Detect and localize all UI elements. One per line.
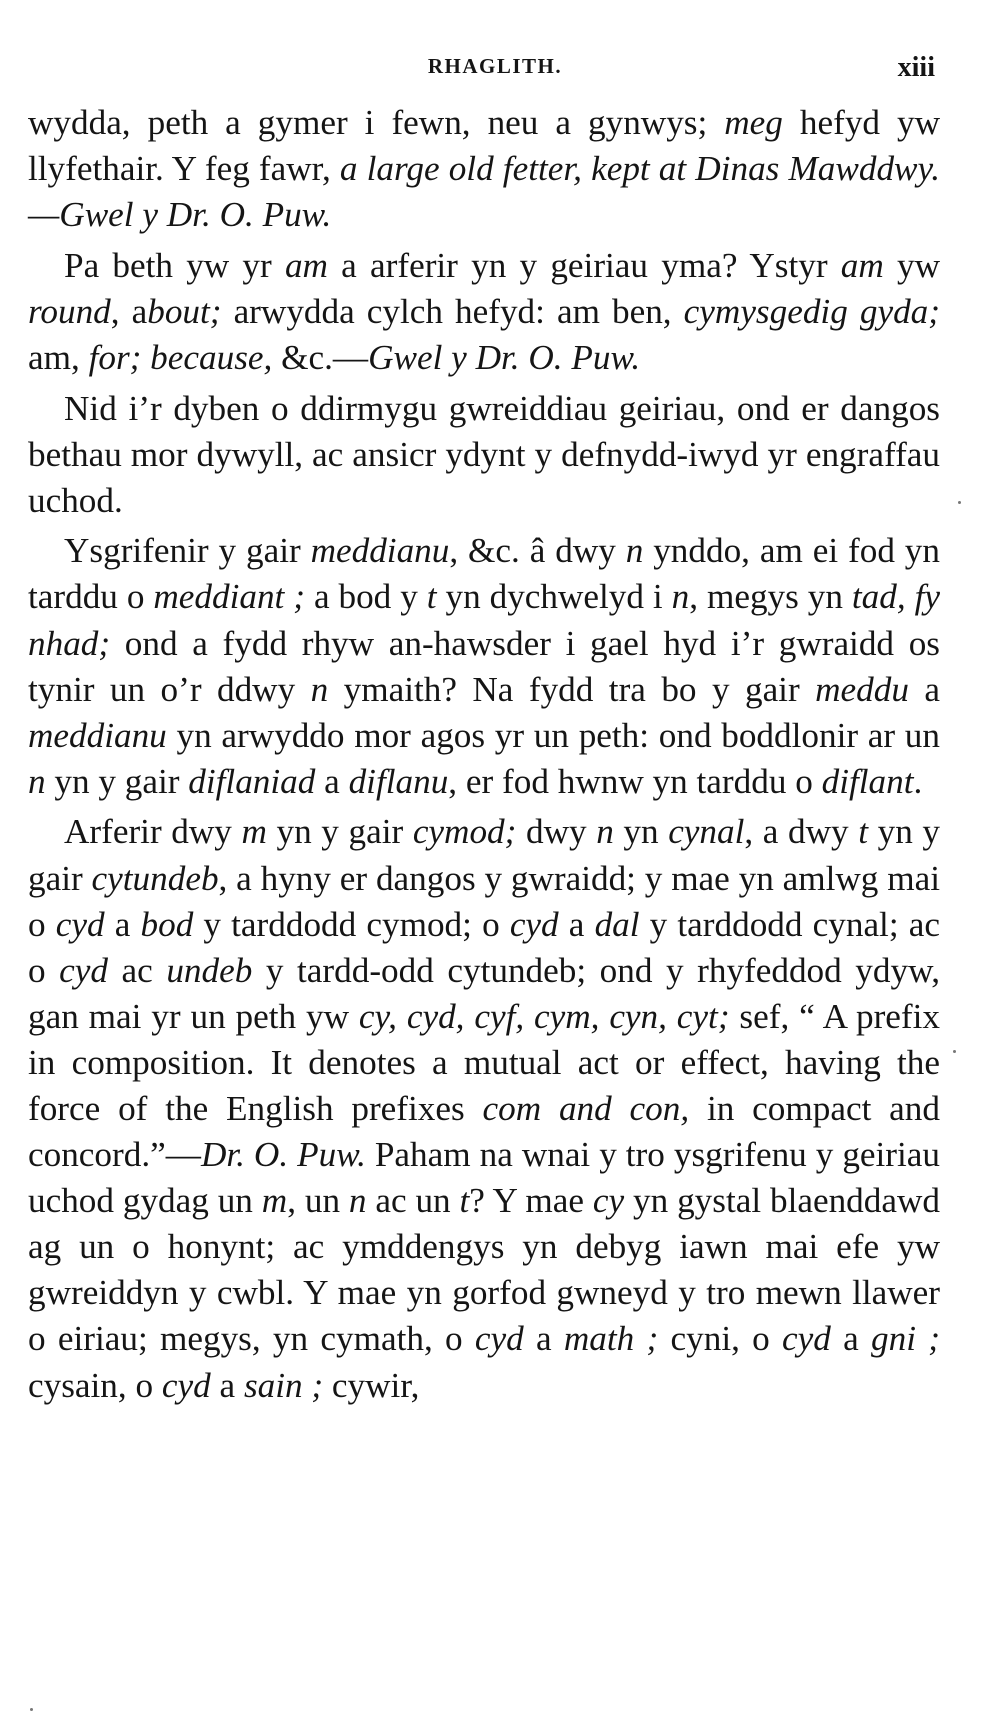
italic-text: t [858,812,868,852]
paragraph [28,528,940,805]
text-run: a [104,904,141,944]
italic-text: cyd [55,904,105,944]
text-run: Arferir dwy [64,812,242,852]
italic-text: diflant [821,761,914,801]
italic-text: t [426,577,437,617]
italic-text: cyd [509,904,559,944]
italic-text: bod [140,904,194,944]
italic-text: cy [592,1181,625,1221]
text-run: yn y gair [28,812,940,898]
paragraph [28,386,940,524]
text-run: ? Y mae [469,1181,593,1221]
text-run: ymaith? Na fydd tra bo y gair [328,669,816,709]
italic-text: n [28,761,46,801]
italic-text: cyd [161,1365,211,1405]
italic-text: cynal [668,812,745,852]
text-run: Ysgrifenir y gair [64,531,311,571]
italic-text: cyd [59,950,108,990]
text-run: arwydda cylch hefyd: am ben, [221,291,684,331]
text-run: Nid i’r dyben o ddirmygu gwreiddiau geiriau, ond er dangos bethau mor dywyll, ac ansicr ydynt y defnydd-iwyd yr engraffau uchod. [28,388,940,520]
italic-text: undeb [166,950,253,990]
print-speck [953,1050,956,1053]
italic-text: com and con, [482,1088,690,1128]
italic-text: tad, fy nhad; [28,577,940,663]
text-run: am, [28,337,89,377]
italic-text: n [625,531,644,571]
text-run: cysain, o [28,1365,162,1405]
text-run: , a [110,291,148,331]
italic-text: cymod; [412,812,517,852]
text-run: sef, “ A prefix in composition. It denotes a mutual act or effect, having the force of the English prefixes [28,996,941,1128]
italic-text: math ; [563,1319,659,1359]
body-text [28,100,940,1413]
text-run: wydda, peth a gymer i fewn, neu a gynwys; [28,103,725,142]
italic-text: cyd [474,1319,524,1359]
italic-text: meg [724,103,783,142]
text-run: . [913,761,923,801]
italic-text: Dr. O. Puw. [200,1135,366,1175]
italic-text: n [348,1181,367,1221]
text-run: , un [287,1181,349,1221]
text-run: , a dwy [744,812,859,852]
italic-text: cymysgedig gyda; [683,291,940,331]
italic-text: cy, cyd, cyf, cym, cyn, cyt; [358,996,730,1036]
text-run: y tarddodd cynal; ac o [28,904,940,990]
text-run: a bod y [305,577,427,617]
text-run: yn gystal blaenddawd ag un o honynt; ac ymddengys yn debyg iawn mai efe yw gwreiddyn y cwbl. Y mae yn gorfod gwneyd y tro mewn llawer o eiriau; megys, yn cymath, o [28,1181,940,1359]
italic-text: am [284,245,328,285]
text-run: dwy [516,812,597,852]
italic-text: bout; [147,291,222,331]
italic-text: n [671,577,690,617]
text-run: yn [613,812,669,852]
text-run: , &c. â dwy [449,531,626,571]
italic-text: for; because, [88,337,273,377]
italic-text: a large old fetter, kept at Dinas Mawddwy.—Gwel y Dr. O. Puw. [28,149,941,235]
text-run: yn y gair [266,812,413,852]
text-run: , a hyny er dangos y gwraidd; y mae yn amlwg mai o [28,858,940,944]
text-run: a [558,904,595,944]
italic-text: m [241,812,267,852]
text-run: Pa beth yw yr [64,245,285,285]
paragraph [28,100,940,238]
italic-text: meddianu [28,715,167,755]
text-run: , megys yn [689,577,852,617]
text-run: yn y gair [45,761,189,801]
running-title: RHAGLITH. [427,54,563,78]
text-run: cywir, [323,1365,420,1405]
italic-text: meddianu [310,531,450,571]
text-run: a [830,1319,872,1359]
text-run: y tarddodd cymod; o [193,904,510,944]
italic-text: t [459,1181,470,1221]
italic-text: Gwel y Dr. O. Puw. [368,337,641,377]
paragraph [28,243,940,381]
text-run: a arferir yn y geiriau yma? Ystyr [327,245,841,285]
text-run: ynddo, am ei fod yn tarddu o [28,531,940,617]
print-speck [958,501,961,504]
text-run: in compact and concord.”— [28,1088,940,1175]
italic-text: cytundeb [91,858,219,898]
page-header [0,50,990,90]
text-run: cyni, o [658,1319,783,1359]
italic-text: n [310,669,329,709]
text-run: y tardd-odd cytundeb; ond y rhyfeddod ydyw, gan mai yr un peth yw [28,950,940,1036]
text-run: &c.— [272,337,369,377]
italic-text: gni ; [871,1319,940,1359]
text-run: a [315,761,349,801]
italic-text: cyd [782,1319,831,1359]
text-run: hefyd yw llyfethair. Y feg fawr, [28,103,941,189]
page-number: xiii [897,52,935,83]
text-run: ac [107,950,167,990]
text-run: a [210,1365,244,1405]
text-run: yn arwyddo mor agos yr un peth: ond boddlonir ar un [166,715,940,755]
text-run: ac un [366,1181,460,1221]
italic-text: m [261,1181,288,1221]
italic-text: am [840,245,884,285]
italic-text: round [28,291,111,331]
text-run: ond a fydd rhyw an-hawsder i gael hyd i’r gwraidd os tynir un o’r ddwy [28,623,940,709]
text-run: yn dychwelyd i [436,577,672,617]
italic-text: meddu [815,669,909,709]
italic-text: diflanu [348,761,449,801]
text-run: yw [883,245,941,285]
italic-text: diflaniad [188,761,316,801]
italic-text: dal [594,904,640,944]
text-run: , er fod hwnw yn tarddu o [448,761,822,801]
paragraph [28,809,940,1408]
print-speck [30,1708,33,1711]
text-run: Paham na wnai y tro ysgrifenu y geiriau uchod gydag un [28,1135,941,1221]
italic-text: sain ; [243,1365,324,1405]
italic-text: n [596,812,614,852]
text-run: a [908,669,940,709]
italic-text: meddiant ; [153,577,305,617]
text-run: a [523,1319,564,1359]
